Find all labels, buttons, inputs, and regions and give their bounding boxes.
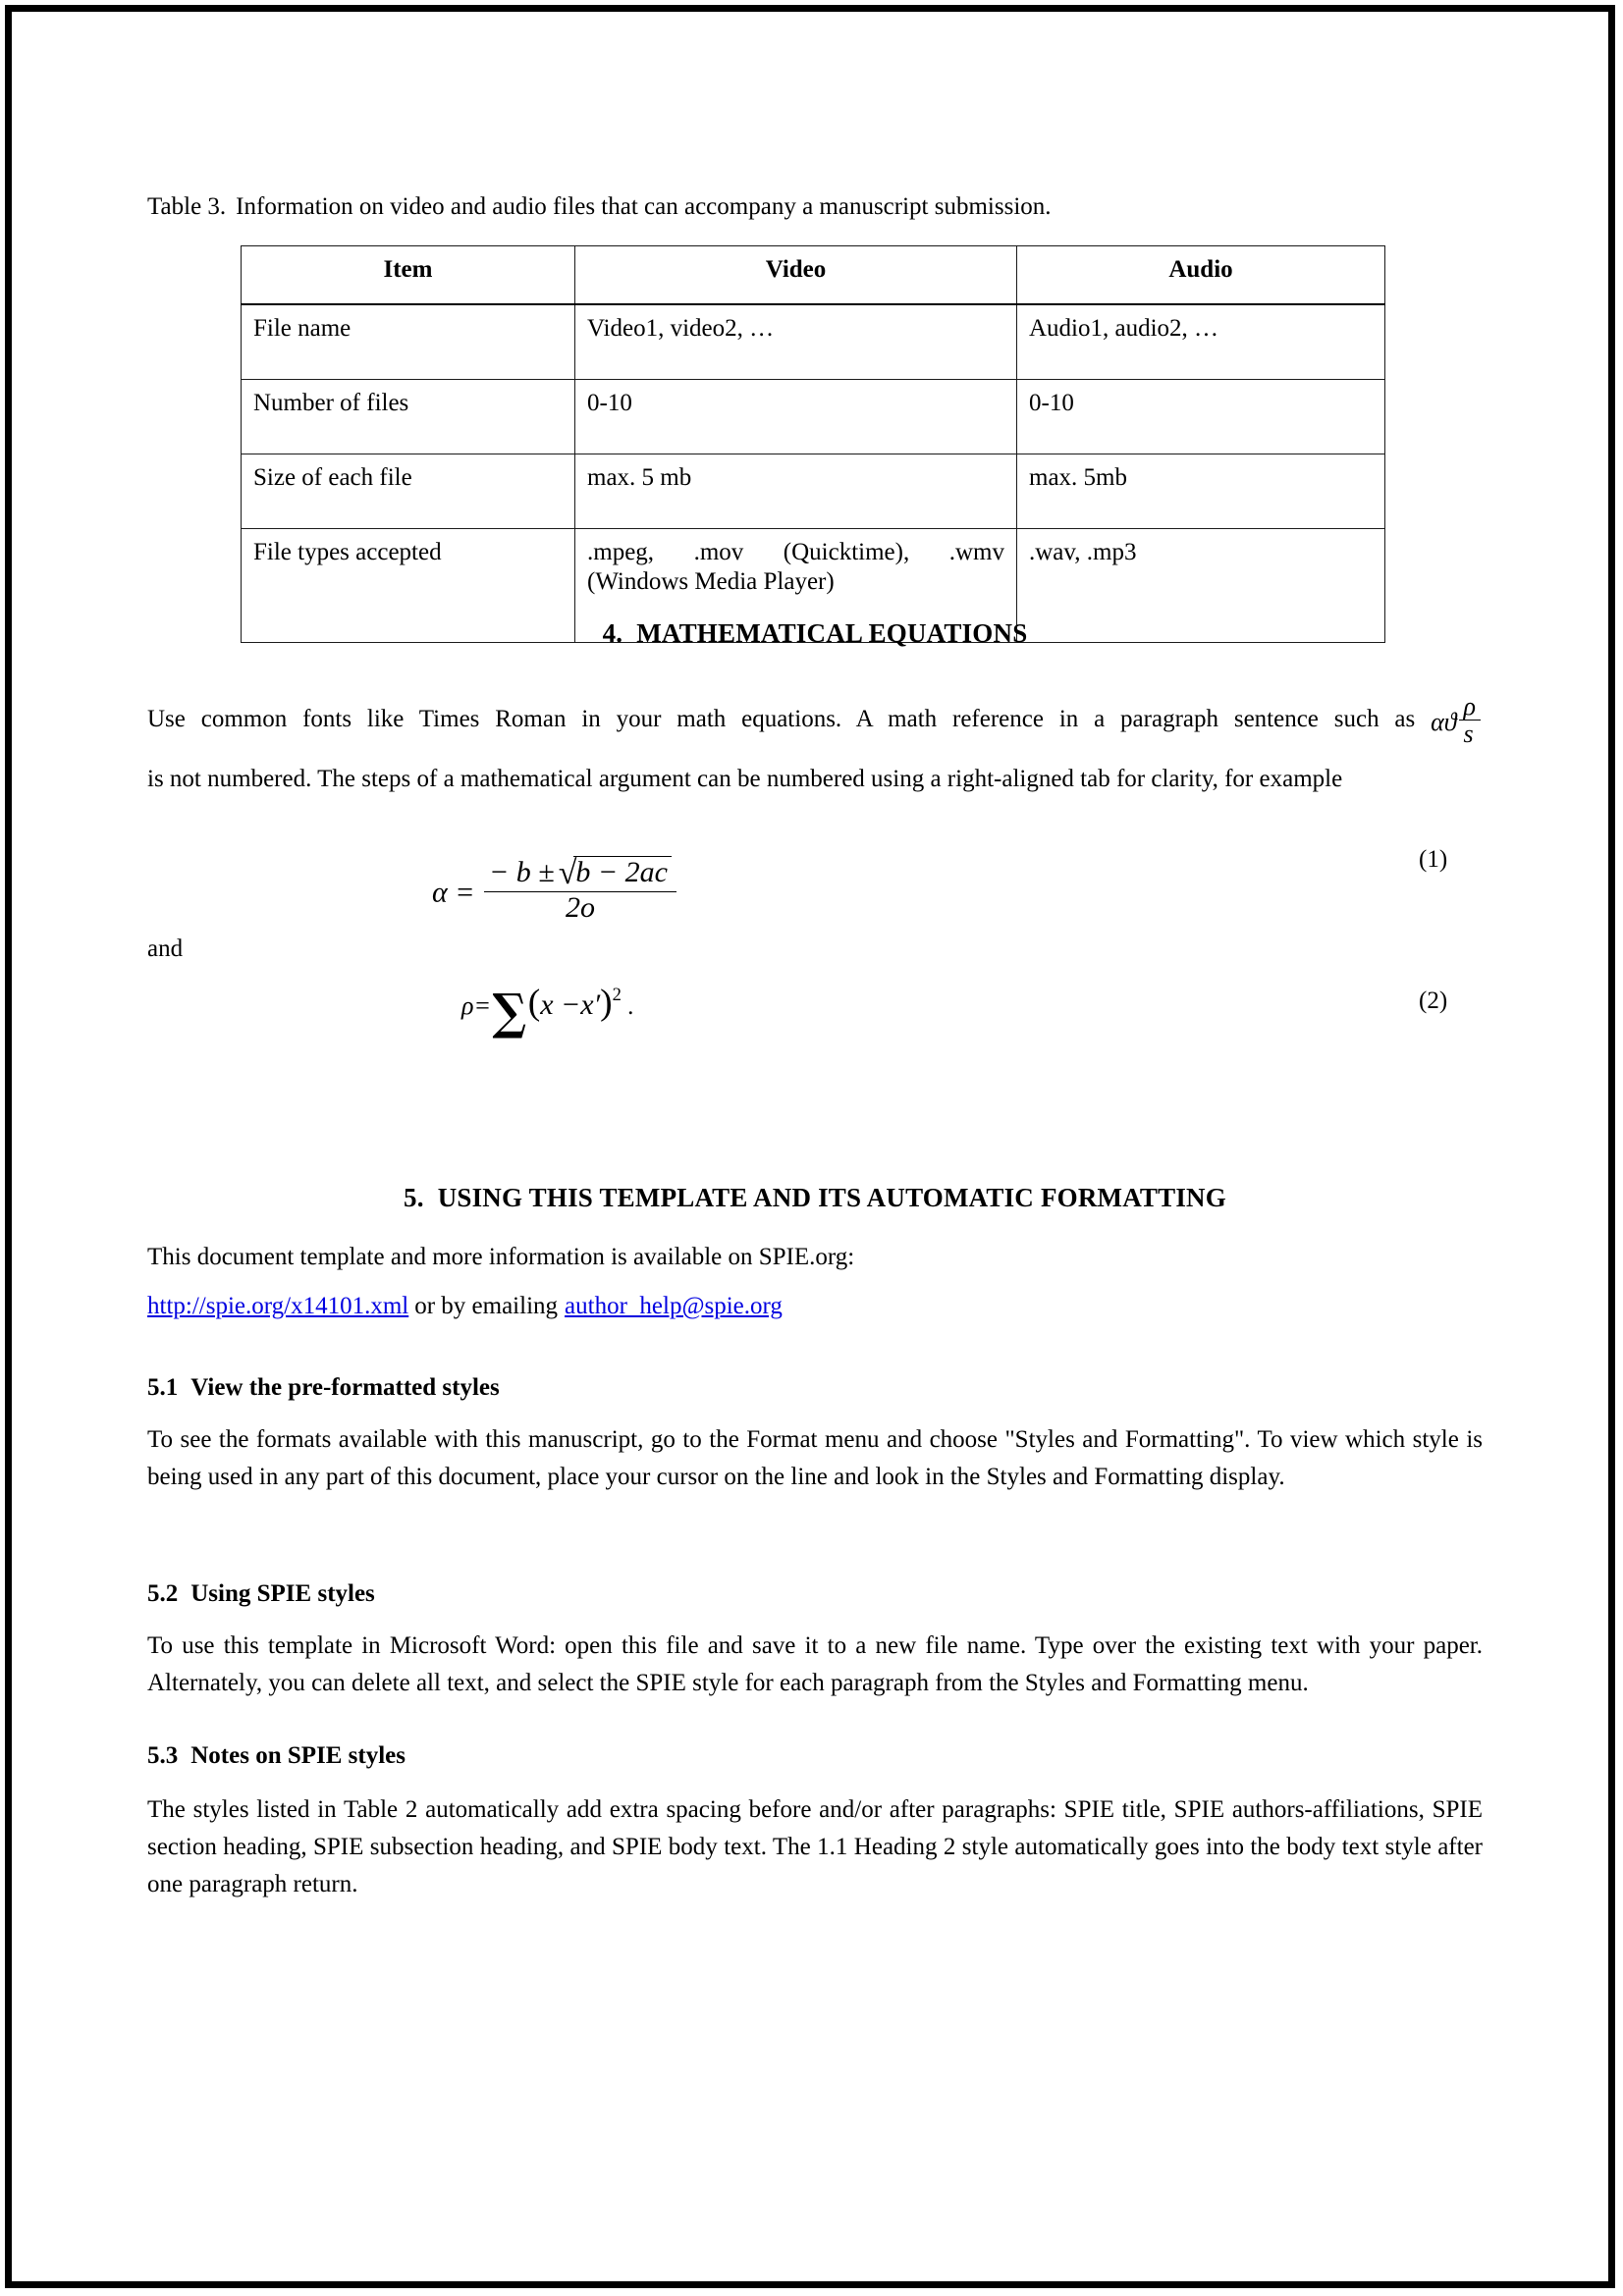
section4-paragraph-1 bbox=[147, 693, 1483, 748]
equation-1-number: (1) bbox=[1419, 846, 1448, 873]
inline-math-denominator: s bbox=[1463, 720, 1474, 749]
cell-item-number-of-files: Number of files bbox=[242, 379, 575, 454]
subsection-5-3-title: Notes on SPIE styles bbox=[190, 1742, 406, 1769]
table3-caption-text: Information on video and audio files that can accompany a manuscript submission. bbox=[236, 193, 1052, 220]
section5-link-connector: or by emailing bbox=[414, 1293, 559, 1319]
cell-video-size-of-each-file: max. 5 mb bbox=[575, 454, 1017, 528]
equation-1-lhs: α = bbox=[432, 876, 475, 909]
section4-number: 4. bbox=[602, 618, 623, 648]
table-row bbox=[242, 304, 1385, 380]
spie-template-link[interactable]: http://spie.org/x14101.xml bbox=[147, 1293, 409, 1319]
subsection-5-2-title: Using SPIE styles bbox=[190, 1580, 375, 1607]
cell-audio-number-of-files: 0-10 bbox=[1017, 379, 1385, 454]
equation-2-body bbox=[461, 982, 634, 1041]
equation-1-body bbox=[432, 856, 678, 923]
table3-col-item: Item bbox=[242, 246, 575, 304]
subsection-5-3-number: 5.3 bbox=[147, 1742, 179, 1769]
equation-1-numerator bbox=[484, 856, 676, 892]
cell-video-file-types-line2: (Windows Media Player) bbox=[587, 568, 835, 595]
radical-icon: √ bbox=[558, 855, 577, 891]
equation-1-denominator: 2o bbox=[565, 890, 595, 924]
equation-1-radicand: b − 2ac bbox=[573, 856, 672, 888]
section5-links-line bbox=[147, 1288, 783, 1325]
inline-math-theta: ϑ bbox=[1443, 707, 1457, 736]
equation-2-period: . bbox=[627, 993, 634, 1020]
cell-audio-file-name: Audio1, audio2, … bbox=[1017, 304, 1385, 380]
subsection-5-1-number: 5.1 bbox=[147, 1374, 179, 1401]
subsection-5-3-body: The styles listed in Table 2 automatically add extra spacing before and/or after paragraphs: SPIE title, SPIE authors-affiliations, SPIE section heading, SPIE subsection heading, and SPIE body text. The 1.1 Heading 2 style automatically goes into the body text style after one paragraph return. bbox=[147, 1796, 1483, 1897]
table3 bbox=[241, 245, 1385, 643]
table3-col-video: Video bbox=[575, 246, 1017, 304]
subsection-5-2-heading bbox=[147, 1580, 375, 1608]
equation-2-exponent: 2 bbox=[612, 985, 622, 1006]
table3-caption-label: Table 3. bbox=[147, 193, 227, 220]
section5-number: 5. bbox=[404, 1183, 424, 1212]
section5-intro: This document template and more information is available on SPIE.org: bbox=[147, 1244, 855, 1270]
section4-paragraph-1-text: Use common fonts like Times Roman in your math equations. A math reference in a paragraph sentence such as bbox=[147, 705, 1416, 732]
subsection-5-1-title: View the pre-formatted styles bbox=[190, 1374, 500, 1401]
inline-math-numerator: ρ bbox=[1459, 693, 1481, 721]
cell-audio-size-of-each-file: max. 5mb bbox=[1017, 454, 1385, 528]
section5-title: USING THIS TEMPLATE AND ITS AUTOMATIC FORMATTING bbox=[437, 1183, 1226, 1212]
section4-title: MATHEMATICAL EQUATIONS bbox=[636, 618, 1028, 648]
subsection-5-2-body: To use this template in Microsoft Word: open this file and save it to a new file name. Type over the existing text with your paper. Alternately, you can delete all text, and select the SPIE style for each paragraph from the Styles and Formatting menu. bbox=[147, 1632, 1483, 1696]
cell-item-size-of-each-file: Size of each file bbox=[242, 454, 575, 528]
cell-item-file-types-accepted: File types accepted bbox=[242, 528, 575, 642]
equation-1-block bbox=[147, 846, 1483, 934]
equation-2-lhs: ρ= bbox=[461, 991, 492, 1020]
cell-video-file-types-line1: .mpeg, .mov (Quicktime), .wmv bbox=[587, 538, 1004, 565]
inline-math-expression bbox=[1431, 693, 1483, 748]
section4-connector-and: and bbox=[147, 935, 184, 962]
equation-1-fraction bbox=[484, 856, 676, 923]
subsection-5-1-heading bbox=[147, 1374, 500, 1402]
subsection-5-1-body: To see the formats available with this manuscript, go to the Format menu and choose "Styles and Formatting". To view which style is being used in any part of this document, place your cursor on the line and look in the Styles and Formatting display. bbox=[147, 1426, 1483, 1490]
subsection-5-2-number: 5.2 bbox=[147, 1580, 179, 1607]
inline-math-fraction bbox=[1459, 693, 1481, 748]
equation-1-numerator-prefix: − b ± bbox=[489, 856, 555, 888]
author-help-email-link[interactable]: author_help@spie.org bbox=[565, 1293, 783, 1319]
cell-video-number-of-files: 0-10 bbox=[575, 379, 1017, 454]
table-row bbox=[242, 454, 1385, 528]
subsection-5-3-heading bbox=[147, 1742, 406, 1770]
cell-video-file-name: Video1, video2, … bbox=[575, 304, 1017, 380]
cell-audio-file-types-accepted: .wav, .mp3 bbox=[1017, 528, 1385, 642]
equation-2-close-paren: ) bbox=[600, 983, 613, 1023]
inline-math-alpha: α bbox=[1431, 707, 1444, 736]
equation-1-sqrt bbox=[555, 856, 672, 891]
section5-heading bbox=[147, 1183, 1483, 1213]
table-row bbox=[242, 379, 1385, 454]
summation-icon: ∑ bbox=[492, 983, 527, 1041]
section4-paragraph-2: is not numbered. The steps of a mathematical argument can be numbered using a right-aligned tab for clarity, for example bbox=[147, 766, 1343, 792]
equation-2-number: (2) bbox=[1419, 988, 1448, 1014]
table3-header-row bbox=[242, 246, 1385, 304]
table3-caption bbox=[147, 192, 1052, 222]
equation-2-expression: x −x′ bbox=[540, 988, 601, 1021]
equation-2-block bbox=[147, 974, 1483, 1052]
cell-item-file-name: File name bbox=[242, 304, 575, 380]
equation-2-open-paren: ( bbox=[527, 983, 541, 1023]
table3-col-audio: Audio bbox=[1017, 246, 1385, 304]
section4-heading bbox=[147, 618, 1483, 649]
